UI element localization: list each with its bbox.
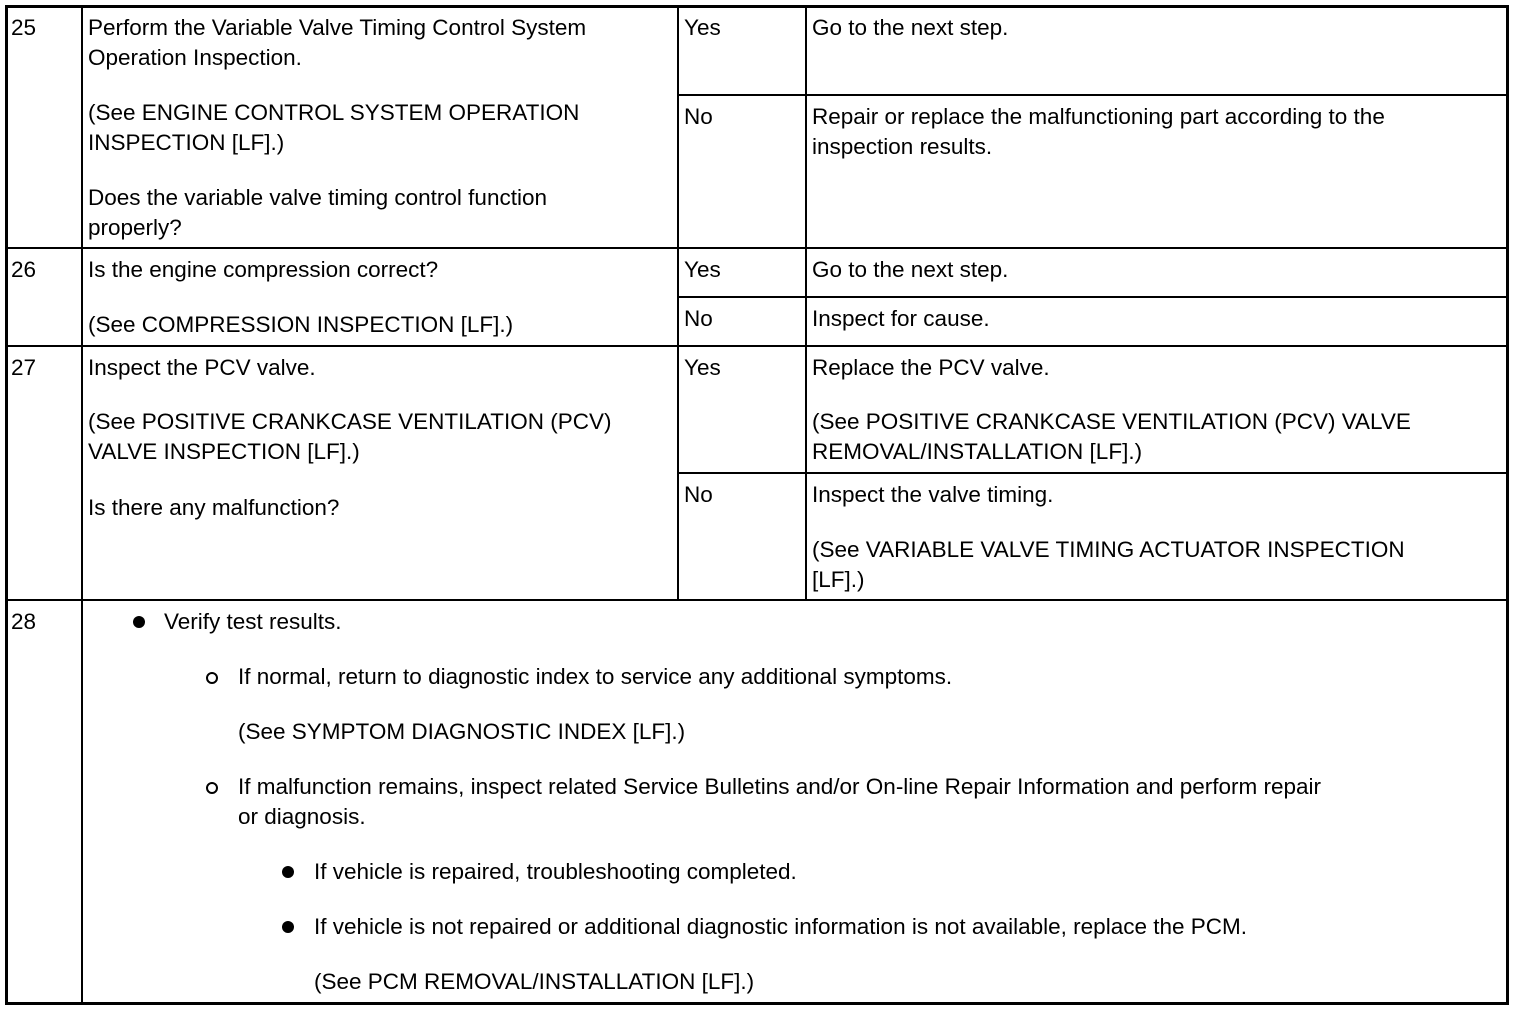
- no-result: inspection results.: [812, 134, 993, 159]
- step-number: 27: [11, 355, 37, 380]
- action-text: Perform the Variable Valve Timing Control System: [88, 15, 587, 40]
- bullet-icon: [133, 616, 145, 628]
- yes-result-reference: REMOVAL/INSTALLATION [LF].): [812, 439, 1143, 464]
- action-question: properly?: [88, 215, 182, 240]
- bullet-icon: [282, 866, 294, 878]
- action-reference: INSPECTION [LF].): [88, 130, 285, 155]
- action-question: Is the engine compression correct?: [88, 257, 439, 282]
- action-question: Does the variable valve timing control function: [88, 185, 547, 210]
- no-result: Inspect the valve timing.: [812, 482, 1054, 507]
- action-text: Operation Inspection.: [88, 45, 302, 70]
- yes-label: Yes: [684, 257, 721, 282]
- no-result: Inspect for cause.: [812, 306, 990, 331]
- list-item-reference: (See SYMPTOM DIAGNOSTIC INDEX [LF].): [238, 719, 686, 744]
- no-result-reference: (See VARIABLE VALVE TIMING ACTUATOR INSPECTION: [812, 537, 1405, 562]
- row-divider: [5, 345, 1506, 347]
- action-question: Is there any malfunction?: [88, 495, 340, 520]
- yes-result-reference: (See POSITIVE CRANKCASE VENTILATION (PCV) VALVE: [812, 409, 1411, 434]
- action-reference: (See POSITIVE CRANKCASE VENTILATION (PCV): [88, 409, 612, 434]
- row-divider: [678, 296, 1506, 298]
- row-divider: [5, 247, 1506, 249]
- list-item: If vehicle is not repaired or additional diagnostic information is not available, replace the PCM.: [314, 914, 1248, 939]
- action-text: Inspect the PCV valve.: [88, 355, 316, 380]
- column-divider: [677, 5, 679, 600]
- circle-bullet-icon: [206, 672, 218, 684]
- no-result: Repair or replace the malfunctioning part according to the: [812, 104, 1385, 129]
- no-label: No: [684, 482, 713, 507]
- no-label: No: [684, 104, 713, 129]
- column-divider: [805, 5, 807, 600]
- list-item: or diagnosis.: [238, 804, 366, 829]
- step-number: 28: [11, 609, 37, 634]
- yes-label: Yes: [684, 355, 721, 380]
- row-divider: [5, 599, 1506, 601]
- list-item: If malfunction remains, inspect related Service Bulletins and/or On-line Repair Information and perform repair: [238, 774, 1322, 799]
- list-item: If vehicle is repaired, troubleshooting completed.: [314, 859, 797, 884]
- yes-result: Replace the PCV valve.: [812, 355, 1050, 380]
- action-reference: (See COMPRESSION INSPECTION [LF].): [88, 312, 514, 337]
- circle-bullet-icon: [206, 782, 218, 794]
- no-result-reference: [LF].): [812, 567, 865, 592]
- row-divider: [678, 472, 1506, 474]
- step-number: 25: [11, 15, 37, 40]
- row-divider: [678, 94, 1506, 96]
- no-label: No: [684, 306, 713, 331]
- yes-result: Go to the next step.: [812, 257, 1009, 282]
- list-item: If normal, return to diagnostic index to service any additional symptoms.: [238, 664, 953, 689]
- yes-label: Yes: [684, 15, 721, 40]
- yes-result: Go to the next step.: [812, 15, 1009, 40]
- column-divider: [81, 5, 83, 1002]
- step-number: 26: [11, 257, 37, 282]
- list-item: Verify test results.: [164, 609, 342, 634]
- list-item-reference: (See PCM REMOVAL/INSTALLATION [LF].): [314, 969, 755, 994]
- action-reference: VALVE INSPECTION [LF].): [88, 439, 360, 464]
- bullet-icon: [282, 921, 294, 933]
- action-reference: (See ENGINE CONTROL SYSTEM OPERATION: [88, 100, 580, 125]
